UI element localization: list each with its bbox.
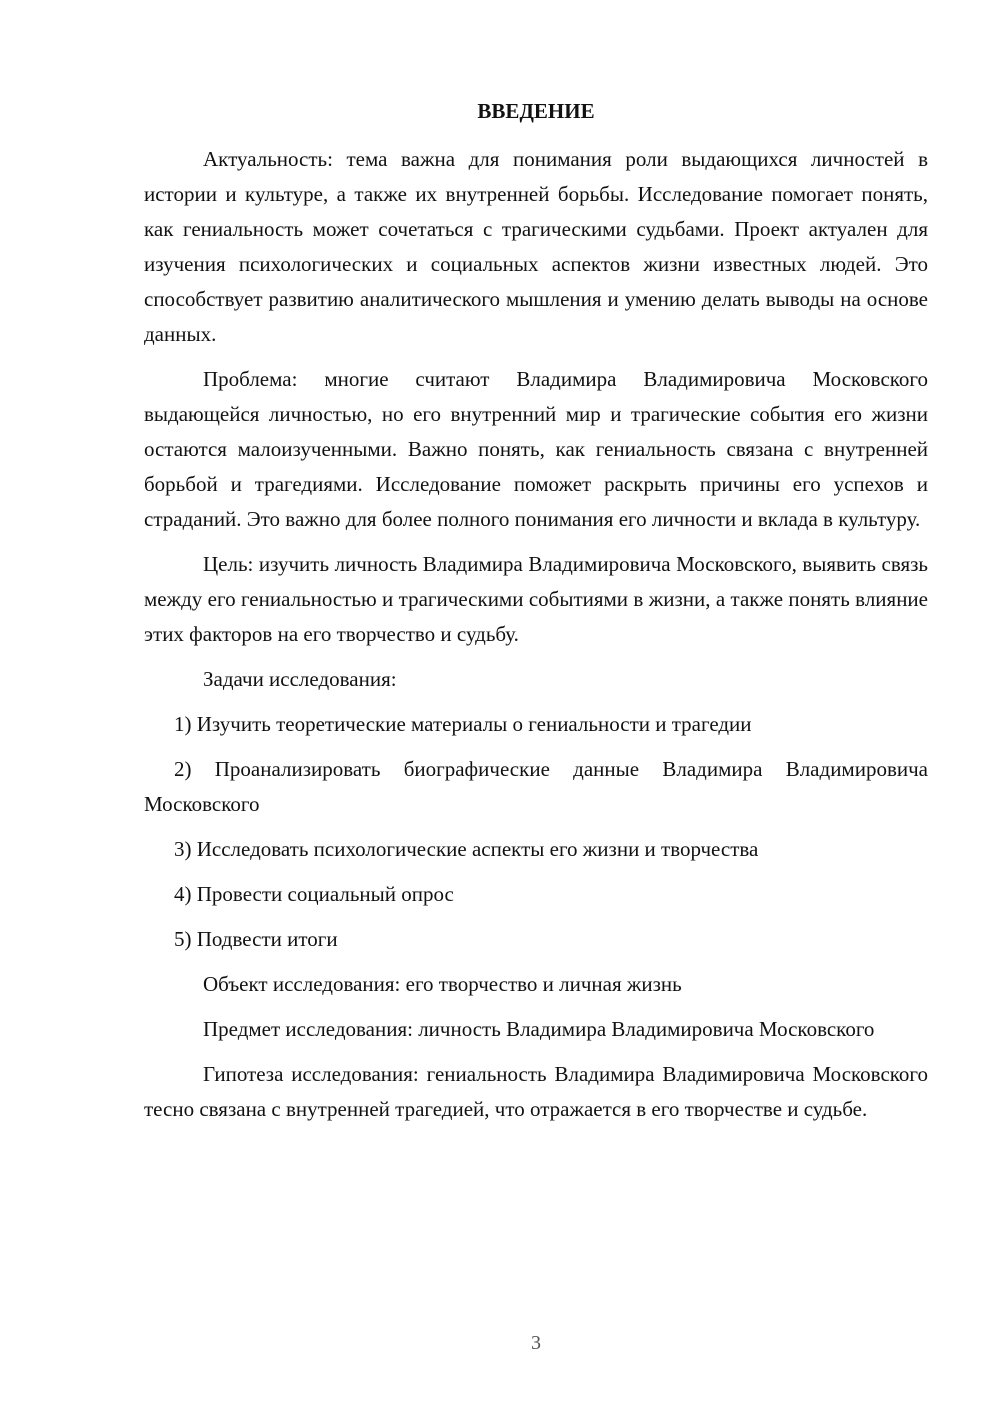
tasks-heading: Задачи исследования: xyxy=(203,667,397,691)
goal-paragraph: Цель: изучить личность Владимира Владимировича Московского, выявить связь между его гениальностью и трагическими событиями в жизни, а также понять влияние этих факторов на его творчество и судьбу. xyxy=(144,552,928,646)
task-item: 2) Проанализировать биографические данные Владимира Владимировича Московского xyxy=(144,757,928,816)
object-paragraph: Объект исследования: его творчество и личная жизнь xyxy=(203,972,682,996)
hypothesis-paragraph: Гипотеза исследования: гениальность Владимира Владимировича Московского тесно связана с внутренней трагедией, что отражается в его творчестве и судьбе. xyxy=(144,1062,928,1121)
task-item: 3) Исследовать психологические аспекты его жизни и творчества xyxy=(174,837,759,861)
subject-paragraph: Предмет исследования: личность Владимира Владимировича Московского xyxy=(203,1017,875,1041)
task-item: 1) Изучить теоретические материалы о гениальности и трагедии xyxy=(174,712,752,736)
problem-paragraph: Проблема: многие считают Владимира Владимировича Московского выдающейся личностью, но его внутренний мир и трагические события его жизни остаются малоизученными. Важно понять, как гениальность связана с внутренней борьбой и трагедиями. Исследование поможет раскрыть причины его успехов и страданий. Это важно для более полного понимания его личности и вклада в культуру. xyxy=(144,367,928,531)
page-number: 3 xyxy=(531,1332,541,1354)
task-item: 4) Провести социальный опрос xyxy=(174,882,454,906)
relevance-paragraph: Актуальность: тема важна для понимания роли выдающихся личностей в истории и культуре, а также их внутренней борьбы. Исследование помогает понять, как гениальность может сочетаться с трагическими судьбами. Проект актуален для изучения психологических и социальных аспектов жизни известных людей. Это способствует развитию аналитического мышления и умению делать выводы на основе данных. xyxy=(144,147,928,346)
section-heading: ВВЕДЕНИЕ xyxy=(477,99,595,123)
page-content xyxy=(144,94,928,1137)
task-item: 5) Подвести итоги xyxy=(174,927,338,951)
